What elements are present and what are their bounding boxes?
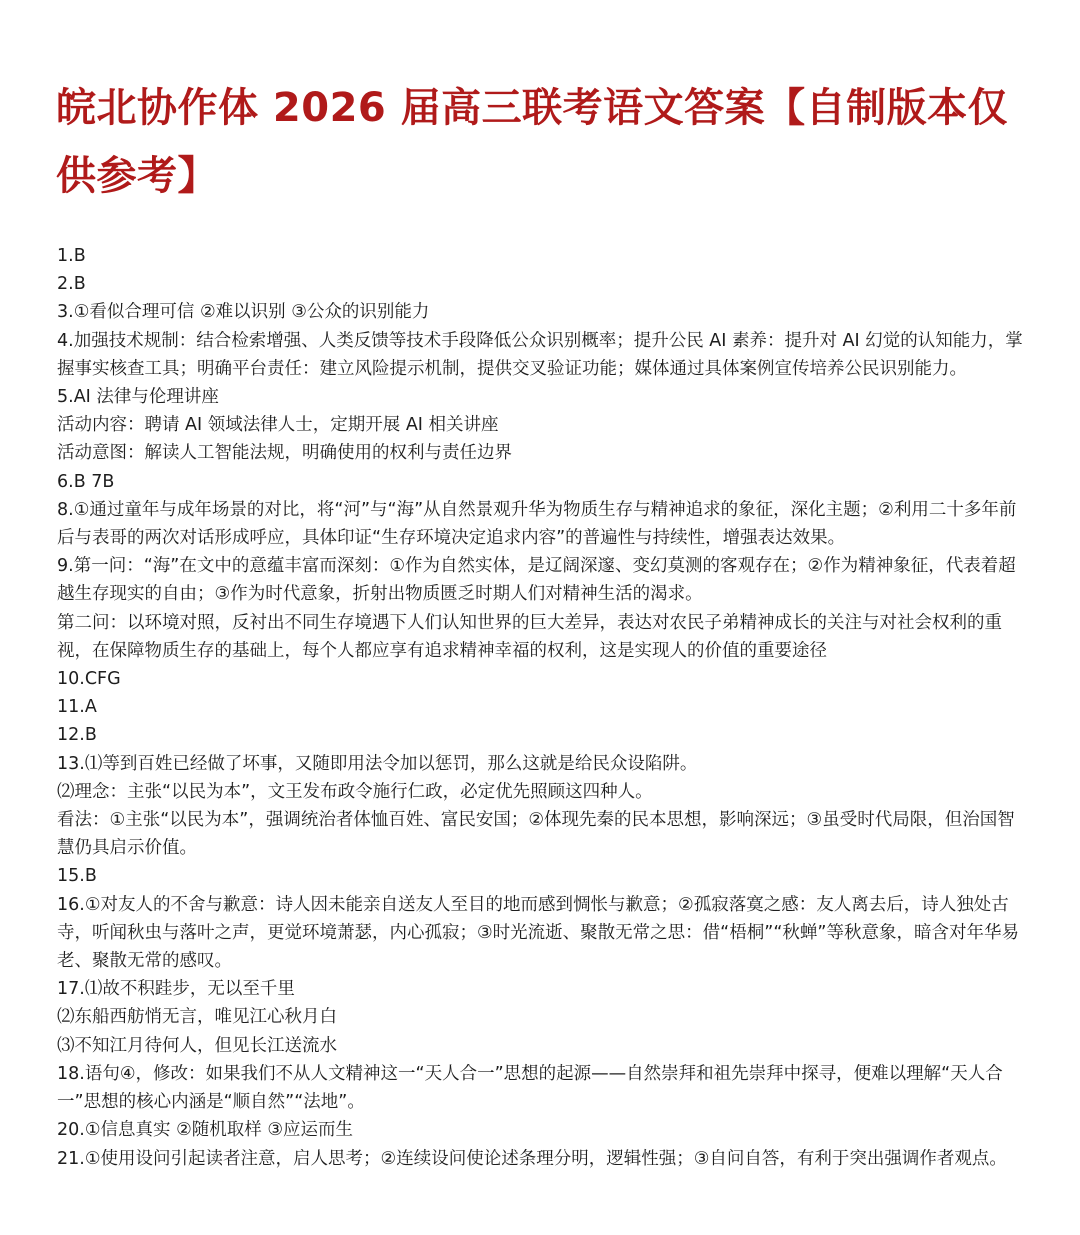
answer-line-8: 8.①通过童年与成年场景的对比，将“河”与“海”从自然景观升华为物质生存与精神追求的象征，深化主题；②利用二十多年前后与表哥的两次对话形成呼应，具体印证“生存环境决定追求内容”的普遍性与持续性，增强表达效果。 xyxy=(57,499,1017,549)
answer-line-15: 15.B xyxy=(57,866,97,887)
answer-line-16: 16.①对友人的不舍与歉意：诗人因未能亲自送友人至目的地而感到惆怅与歉意；②孤寂落寞之感：友人离去后，诗人独处古寺，听闻秋虫与落叶之声，更觉环境萧瑟，内心孤寂；③时光流逝、聚散无常之思：借“梧桐”“秋蝉”等秋意象，暗含对年华易老、聚散无常的感叹。 xyxy=(57,894,1019,972)
answer-line-5-intent: 活动意图：解读人工智能法规，明确使用的权利与责任边界 xyxy=(57,443,512,464)
answer-line-18: 18.语句④，修改：如果我们不从人文精神这一“天人合一”思想的起源——自然崇拜和祖先崇拜中探寻，便难以理解“天人合一”思想的核心内涵是“顺自然”“法地”。 xyxy=(57,1063,1003,1113)
answer-line-21: 21.①使用设问引起读者注意，启人思考；②连续设问使论述条理分明，逻辑性强；③自问自答，有利于突出强调作者观点。 xyxy=(57,1148,1007,1169)
answer-line-5-content: 活动内容：聘请 AI 领域法律人士，定期开展 AI 相关讲座 xyxy=(57,415,499,436)
answer-line-13-2: ⑵理念：主张“以民为本”，文王发布政令施行仁政，必定优先照顾这四种人。 xyxy=(57,781,653,802)
answer-list xyxy=(57,242,1029,1173)
answer-line-9: 9.第一问：“海”在文中的意蕴丰富而深刻：①作为自然实体，是辽阔深邃、变幻莫测的客观存在；②作为精神象征，代表着超越生存现实的自由；③作为时代意象，折射出物质匮乏时期人们对精神生活的渴求。 xyxy=(57,556,1016,605)
answer-line-10: 10.CFG xyxy=(57,669,121,690)
answer-line-17-3: ⑶不知江月待何人，但见长江送流水 xyxy=(57,1035,337,1056)
answer-line-9-part-2: 第二问：以环境对照，反衬出不同生存境遇下人们认知世界的巨大差异，表达对农民子弟精神成长的关注与对社会权利的重视，在保障物质生存的基础上，每个人都应享有追求精神幸福的权利，这是实现人的价值的重要途径 xyxy=(57,612,1002,661)
answer-line-6-7: 6.B 7B xyxy=(57,471,115,492)
answer-line-4: 4.加强技术规制：结合检索增强、人类反馈等技术手段降低公众识别概率；提升公民 AI 素养：提升对 AI 幻觉的认知能力，掌握事实核查工具；明确平台责任：建立风险提示机制，提供交叉验证功能；媒体通过具体案例宣传培养公民识别能力。 xyxy=(57,330,1023,379)
answer-line-13-1: 13.⑴等到百姓已经做了坏事，又随即用法令加以惩罚，那么这就是给民众设陷阱。 xyxy=(57,753,698,774)
answer-line-3: 3.①看似合理可信 ②难以识别 ③公众的识别能力 xyxy=(57,302,430,323)
answer-line-20: 20.①信息真实 ②随机取样 ③应运而生 xyxy=(57,1120,354,1141)
document-title: 皖北协作体 2026 届高三联考语文答案【自制版本仅供参考】 xyxy=(56,85,1009,199)
answer-line-5: 5.AI 法律与伦理讲座 xyxy=(57,387,219,408)
answer-line-13-view: 看法：①主张“以民为本”，强调统治者体恤百姓、富民安国；②体现先秦的民本思想，影响深远；③虽受时代局限，但治国智慧仍具启示价值。 xyxy=(57,810,1015,859)
answer-line-17-1: 17.⑴故不积跬步，无以至千里 xyxy=(57,979,295,1000)
answer-line-2: 2.B xyxy=(57,274,86,295)
answer-line-12: 12.B xyxy=(57,725,97,746)
answer-line-1: 1.B xyxy=(57,246,86,266)
answer-line-11: 11.A xyxy=(57,697,97,718)
answer-line-17-2: ⑵东船西舫悄无言，唯见江心秋月白 xyxy=(57,1007,337,1028)
